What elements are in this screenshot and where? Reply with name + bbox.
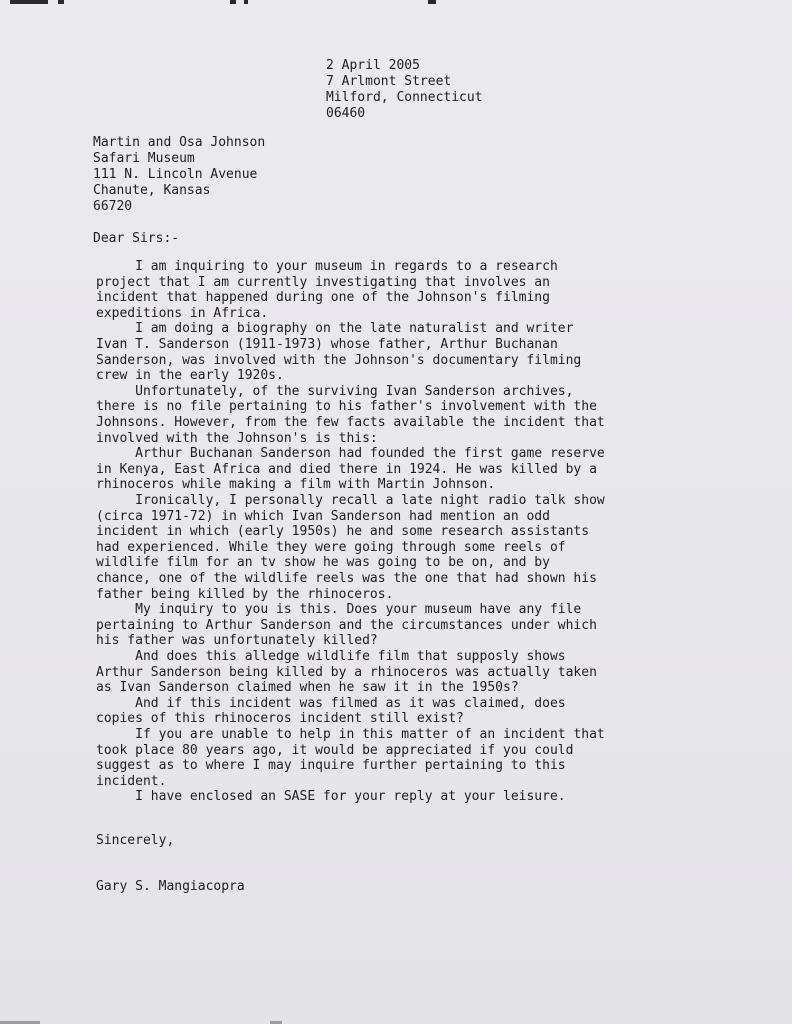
body-line: in Kenya, East Africa and died there in 1924. He was killed by a (96, 461, 597, 477)
body-line: Johnsons. However, from the few facts available the incident that (96, 415, 605, 430)
scan-edge-marks-bottom (0, 1018, 792, 1024)
body-line: And does this alledge wildlife film that supposly shows (96, 649, 566, 664)
body-line: incident that happened during one of the Johnson's filming (96, 290, 550, 306)
body-line: If you are unable to help in this matter of an incident that (96, 727, 605, 742)
recipient-name: Martin and Osa Johnson (93, 135, 266, 150)
body-line: took place 80 years ago, it would be appreciated if you could (96, 742, 574, 758)
body-line: expeditions in Africa. (96, 305, 269, 321)
body-line: wildlife film for an tv show he was going to be on, and by (96, 555, 550, 571)
body-line: had experienced. While they were going through some reels of (96, 539, 566, 555)
body-line: pertaining to Arthur Sanderson and the circumstances under which (96, 617, 597, 633)
body-line: My inquiry to you is this. Does your museum have any file (96, 602, 582, 618)
scan-mark (10, 0, 48, 4)
recipient-zip: 66720 (93, 199, 133, 214)
body-line: there is no file pertaining to his father's involvement with the (96, 399, 597, 415)
body-line: involved with the Johnson's is this: (96, 430, 378, 446)
body-line: Unfortunately, of the surviving Ivan Sanderson archives, (96, 383, 574, 399)
body-line: Ironically, I personally recall a late night radio talk show (96, 493, 605, 508)
recipient-street: 111 N. Lincoln Avenue (93, 167, 258, 182)
body-line: Arthur Sanderson being killed by a rhinoceros was actually taken (96, 664, 597, 680)
scan-mark (428, 0, 436, 4)
body-line: I am inquiring to your museum in regards to a research (96, 259, 558, 274)
body-line: chance, one of the wildlife reels was the one that had shown his (96, 571, 597, 586)
scan-mark (244, 0, 248, 4)
body-line: I am doing a biography on the late naturalist and writer (96, 321, 574, 337)
body-line: Arthur Buchanan Sanderson had founded the first game reserve (96, 446, 605, 462)
body-line: copies of this rhinoceros incident still exist? (96, 711, 464, 727)
body-line: suggest as to where I may inquire further pertaining to this (96, 758, 566, 774)
body-line: as Ivan Sanderson claimed when he saw it in the 1950s? (96, 680, 519, 696)
sender-city-state: Milford, Connecticut (326, 90, 483, 105)
signature-name: Gary S. Mangiacopra (96, 879, 245, 894)
body-line: his father was unfortunately killed? (96, 633, 378, 649)
salutation: Dear Sirs:- (93, 231, 180, 246)
body-line: Ivan T. Sanderson (1911-1973) whose father, Arthur Buchanan (96, 337, 558, 352)
scan-mark (58, 0, 64, 4)
closing: Sincerely, (96, 833, 175, 848)
body-line: (circa 1971-72) in which Ivan Sanderson had mention an odd (96, 508, 550, 524)
body-line: incident. (96, 773, 167, 789)
body-line: crew in the early 1920s. (96, 368, 284, 384)
recipient-org: Safari Museum (93, 151, 195, 166)
sender-zip: 06460 (326, 106, 366, 121)
sender-street: 7 Arlmont Street (326, 74, 452, 89)
body-line: rhinoceros while making a film with Martin Johnson. (96, 477, 496, 493)
body-line: incident in which (early 1950s) he and some research assistants (96, 524, 590, 540)
body-line: And if this incident was filmed as it was claimed, does (96, 695, 566, 711)
scan-mark (230, 0, 236, 4)
body-line: project that I am currently investigating that involves an (96, 274, 550, 290)
body-line: I have enclosed an SASE for your reply at your leisure. (96, 789, 566, 805)
body-line: father being killed by the rhinoceros. (96, 586, 394, 602)
recipient-city-state: Chanute, Kansas (93, 183, 211, 198)
letter-date: 2 April 2005 (326, 58, 420, 73)
body-line: Sanderson, was involved with the Johnson's documentary filming (96, 352, 582, 368)
scan-edge-marks-top (0, 0, 792, 8)
